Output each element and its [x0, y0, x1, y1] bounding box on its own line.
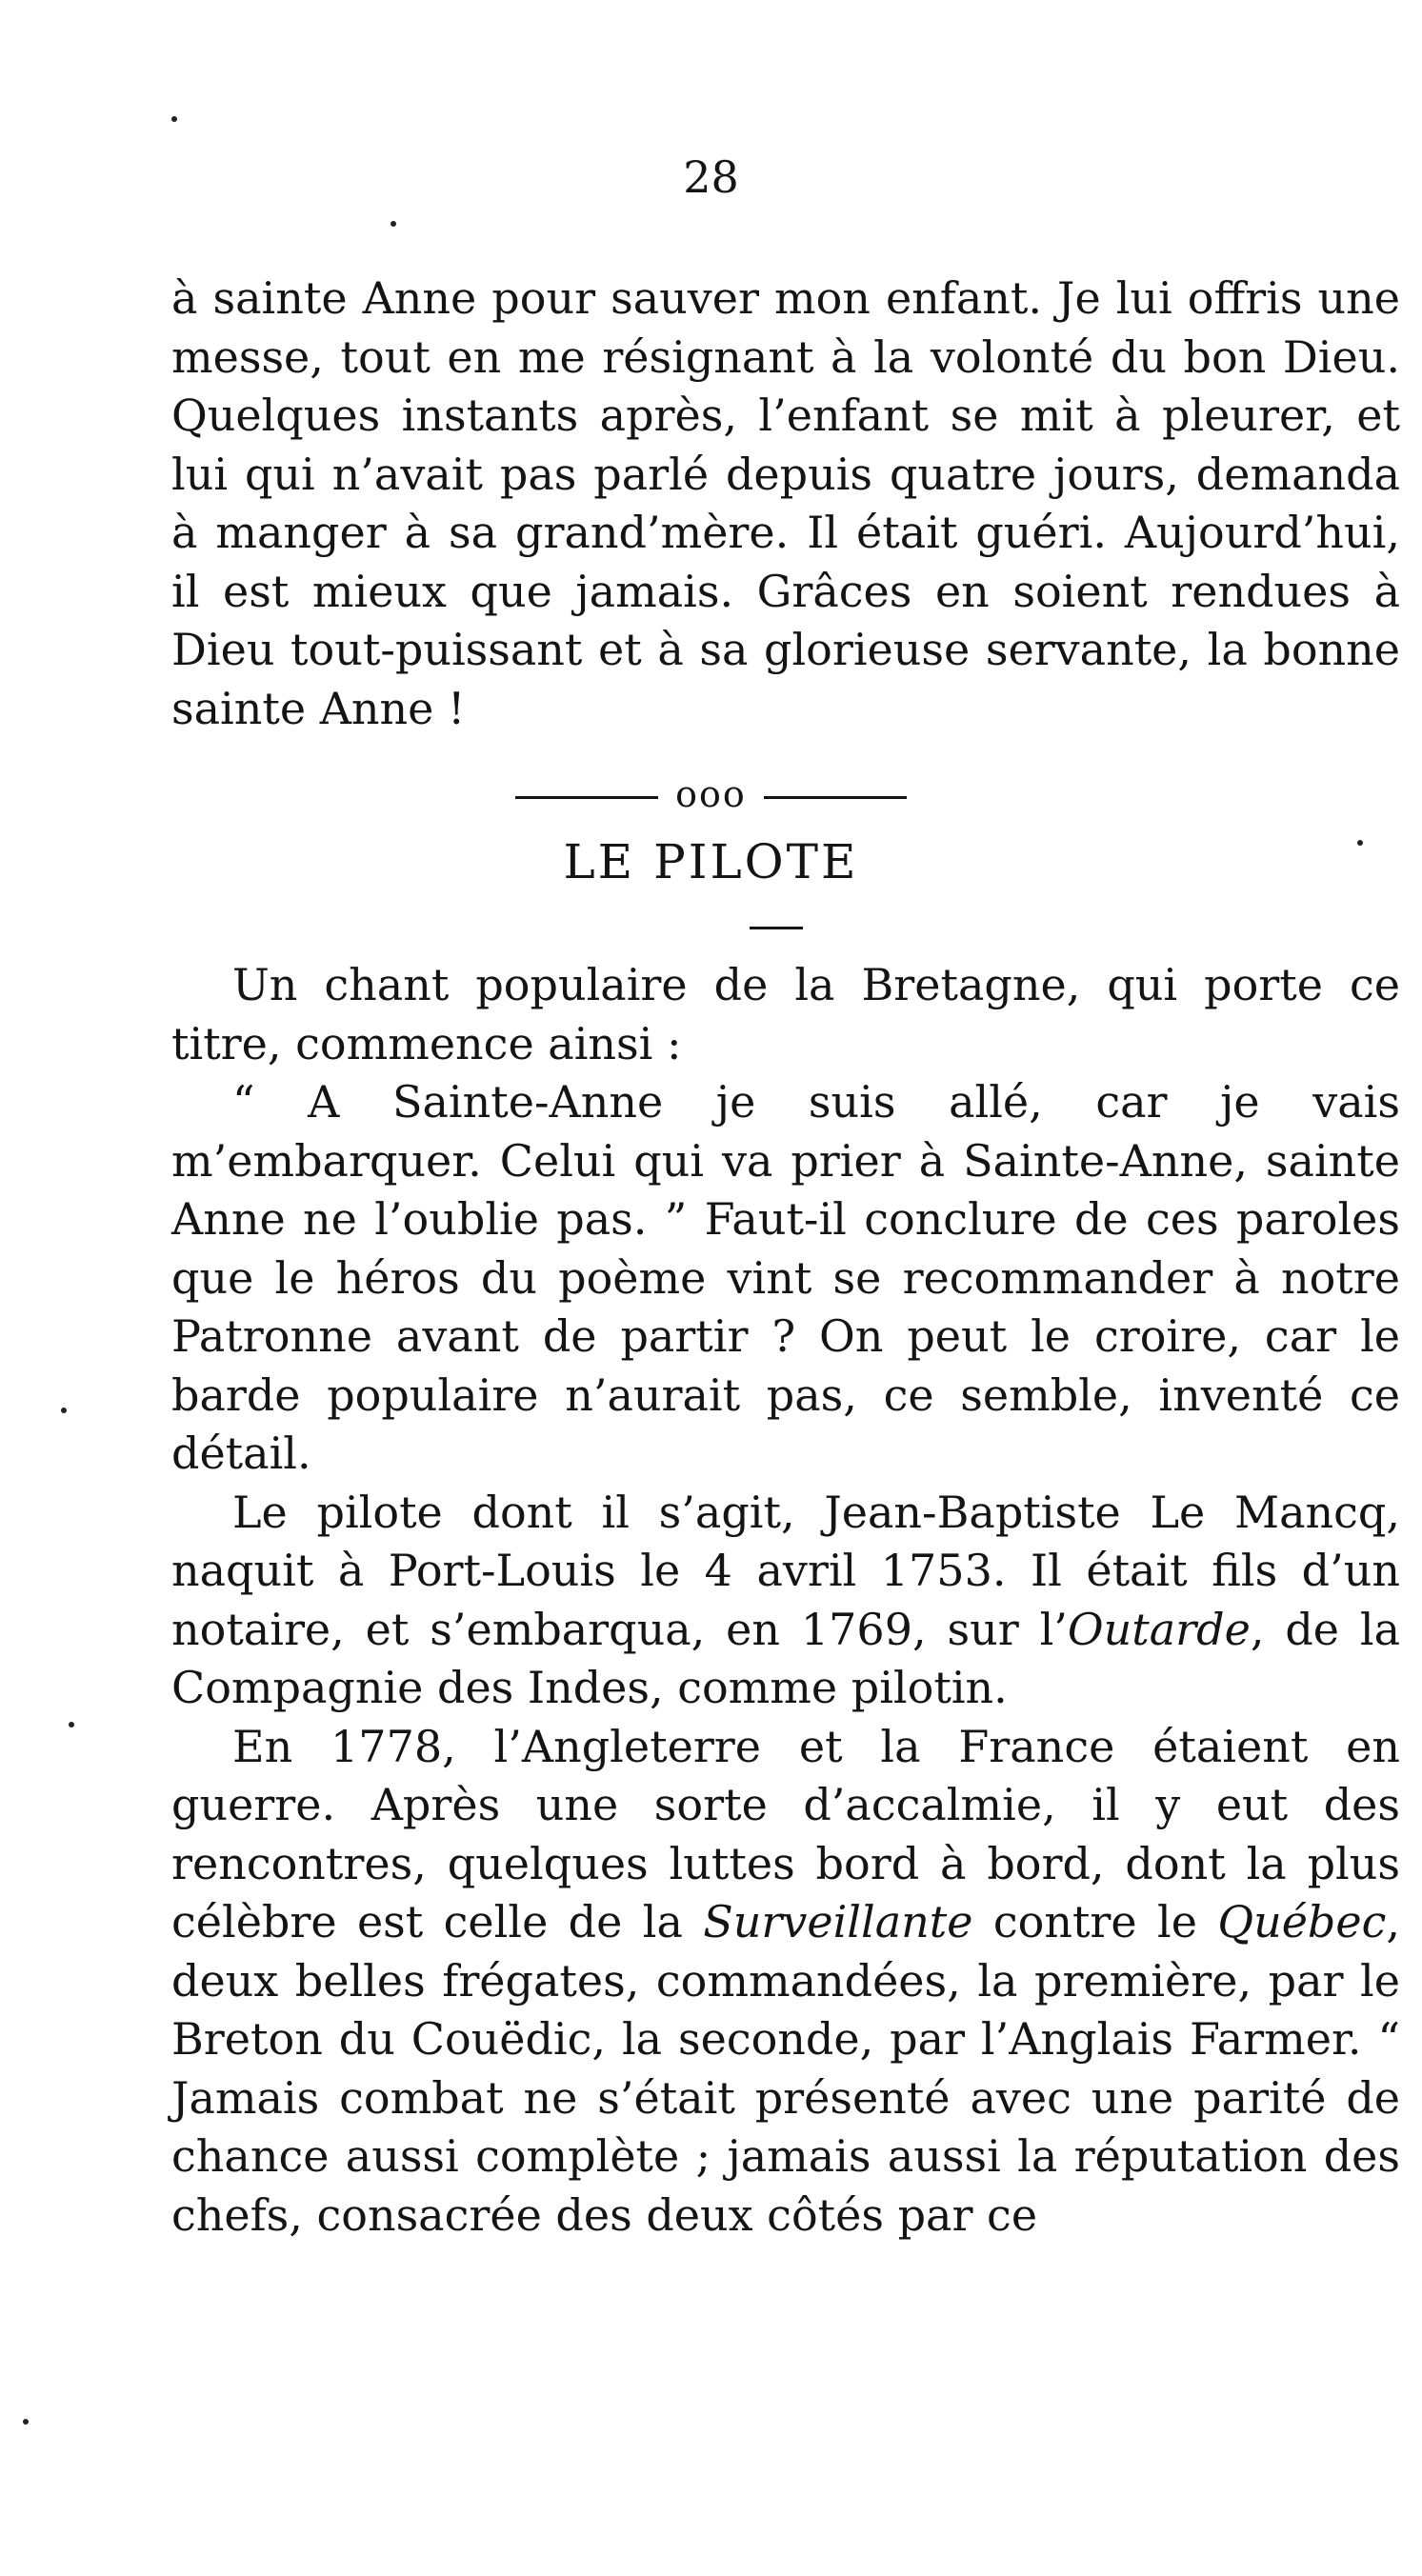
title-underline [750, 927, 803, 929]
ship-name-surveillante: Surveillante [703, 1896, 973, 1947]
scan-speck [1357, 840, 1363, 846]
scan-speck [69, 1722, 74, 1727]
paragraph-2: “ A Sainte-Anne je suis allé, car je vais m’embarquer. Celui qui va prier à Sainte-Anne, sainte Anne ne l’oublie pas. ” Faut-il conclure de ces paroles que le héros du poème vint se recommander à notre Patronne avant de partir ? On peut le croire, car le barde populaire n’aurait pas, ce semble, inventé ce détail. [171, 1076, 1400, 1479]
ship-name-outarde: Outarde [1067, 1603, 1251, 1655]
paragraph-3-text-a: Le pilote dont il s’agit, Jean-Baptiste Le Mancq, naquit à Port-Louis le 4 avril 1753. Il était fils d’un notaire, et s’embarqua, en 1769, sur l’ [171, 1486, 1400, 1655]
ornament-rule-right [764, 796, 907, 799]
paragraph-3-text-b: , de la Compagnie des Indes, comme pilotin. [171, 1603, 1400, 1713]
article-body [171, 956, 1400, 2245]
scan-speck [61, 1408, 67, 1413]
paragraph-4 [171, 1718, 1400, 2246]
scan-speck [23, 2419, 29, 2425]
ornament-text: ooo [675, 773, 747, 815]
ship-name-quebec: Québec [1217, 1896, 1387, 1947]
section-ornament [0, 773, 1422, 815]
paragraph-4-text-b: contre le [972, 1896, 1218, 1947]
page-number: 28 [683, 151, 739, 203]
paragraph-3 [171, 1484, 1400, 1718]
intro-text-block [171, 270, 1400, 738]
paragraph-4-text-a: En 1778, l’Angleterre et la France étaient en guerre. Après une sorte d’accalmie, il y eut des rencontres, quelques luttes bord à bord, dont la plus célèbre est celle de la [171, 1720, 1400, 1947]
intro-paragraph: à sainte Anne pour sauver mon enfant. Je lui offris une messe, tout en me résignant à la volonté du bon Dieu. Quelques instants après, l’enfant se mit à pleurer, et lui qui n’avait pas parlé depuis quatre jours, demanda à manger à sa grand’mère. Il était guéri. Aujourd’hui, il est mieux que jamais. Grâces en soient rendues à Dieu tout-puissant et à sa glorieuse servante, la bonne sainte Anne ! [171, 272, 1400, 734]
ornament-rule-left [515, 796, 658, 799]
paragraph-1: Un chant populaire de la Bretagne, qui porte ce titre, commence ainsi : [171, 959, 1400, 1069]
paragraph-4-text-c: , deux belles frégates, commandées, la première, par le Breton du Couëdic, la seconde, par l’Anglais Farmer. “ Jamais combat ne s’était présenté avec une parité de chance aussi complète ; jamais aussi la réputation des chefs, consacrée des deux côtés par ce [171, 1896, 1400, 2241]
scan-speck [391, 221, 396, 227]
scan-speck [171, 116, 177, 122]
section-title: LE PILOTE [563, 834, 859, 889]
